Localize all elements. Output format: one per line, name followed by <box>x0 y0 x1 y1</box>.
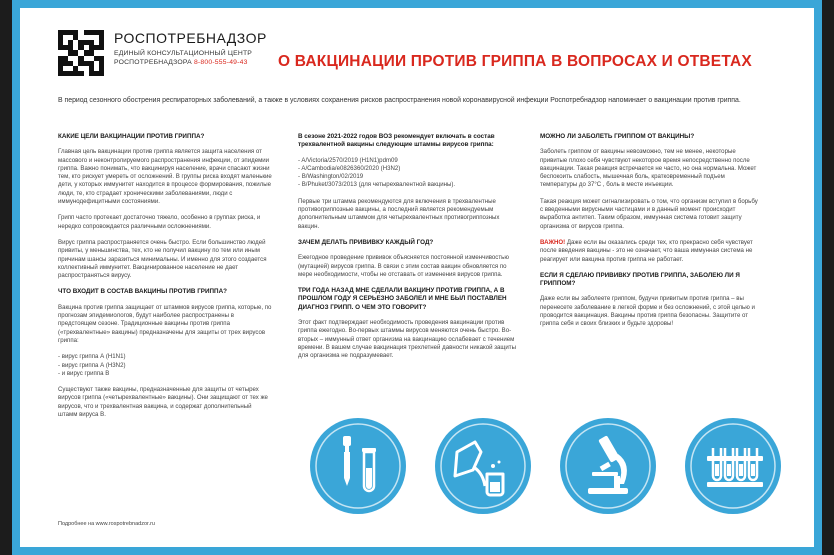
question-heading: КАКИЕ ЦЕЛИ ВАКЦИНАЦИИ ПРОТИВ ГРИППА? <box>58 133 205 140</box>
list-item: - B/Phuket/3073/2013 (для четырехвалентной вакцины). <box>298 181 456 189</box>
question-heading: ЗАЧЕМ ДЕЛАТЬ ПРИВИВКУ КАЖДЫЙ ГОД? <box>298 238 434 246</box>
strain-list <box>298 157 516 190</box>
question-heading: ЧТО ВХОДИТ В СОСТАВ ВАКЦИНЫ ПРОТИВ ГРИППА? <box>58 288 227 296</box>
paragraph: Первые три штамма рекомендуются для включения в трехвалентные противогриппозные вакцины, а последний является рекомендуемым дополнительным штаммом для четырехвалентных противогриппозных вакцин. <box>298 197 500 230</box>
important-label: ВАЖНО! <box>540 238 566 246</box>
microscope-icon <box>560 418 656 514</box>
paragraph: Вакцина против гриппа защищает от штаммов вирусов гриппа, которые, по прогнозам эпидемиологов, будут наиболее распространены в предстоящем сезоне. Традиционные вакцины против гриппа («трехвалентные» вакцины) предназначены для защиты от трех вирусов гриппа: <box>58 303 272 344</box>
question-heading: ЕСЛИ Я СДЕЛАЮ ПРИВИВКУ ПРОТИВ ГРИППА, ЗАБОЛЕЮ ЛИ Я ГРИППОМ? <box>540 271 740 288</box>
paragraph: Вирус гриппа распространяется очень быстро. Если большинство людей привиты, у меньшинства, тех, кто не получил вакцину по тем или иным причинам шансы заразиться минимальны. И именно для этого создается коллективный иммунитет. Вакцинированное население не дает распространяться вирусу. <box>58 238 267 280</box>
list-item: - и вирус гриппа В <box>58 369 110 377</box>
org-name: РОСПОТРЕБНАДЗОР <box>114 30 267 46</box>
column-1 <box>58 133 272 427</box>
paragraph: Существуют также вакцины, предназначенные для защиты от четырех вирусов гриппа («четырехвалентные» вакцины). Они защищают от тех же вирусов, что и трехвалентная вакцина, и содержат дополнительный штамм вируса В. <box>58 386 268 419</box>
page-title: О ВАКЦИНАЦИИ ПРОТИВ ГРИППА В ВОПРОСАХ И ОТВЕТАХ <box>278 53 752 70</box>
list-item: - A/Cambodia/e0826360/2020 (H3N2) <box>298 164 401 172</box>
test-tube-rack-icon <box>685 418 781 514</box>
paragraph: Этот факт подтверждает необходимость проведения вакцинации против гриппа ежегодно. Во-первых штаммы вирусов меняются очень быстро. Во-вторых – иммунный ответ организма на вакцинацию ослабевает с течением времени. В вашем случае вакцинация трехлетней давности никакой защиты для организма не подразумевает. <box>298 319 516 360</box>
org-block <box>114 30 267 67</box>
paragraph: Главная цель вакцинации против гриппа является защита населения от массового и неконтролируемого распространения инфекции, от эпидемии гриппа. Важно понимать, что вакцинируя население, врачи спасают жизни тем, кто рискует умереть от осложнений. В группы риска входят маленькие дети, у которых иммунитет находится в процессе формирования, пожилые люди, те, кто страдает хроническими заболеваниями, люди с иммунодефицитными состояниями. <box>58 148 272 206</box>
paragraph: Такая реакция может сигнализировать о том, что организм вступил в борьбу с введенными вирусными частицами и в данный момент происходит выработка антител. Таким образом, иммунная система готовит защиту организма от вирусов гриппа. <box>540 197 758 230</box>
paragraph: Даже если вы заболеете гриппом, будучи привитым против гриппа – вы перенесете заболевание в легкой форме и без осложнений, с этой целью и проводится вакцинация. Вакцины против гриппа безопасны. Защитите от гриппа себя и своих близких и будьте здоровы! <box>540 295 755 328</box>
list-item: - B/Washington/02/2019 <box>298 173 364 181</box>
important-text: Даже если вы оказались среди тех, кто прекрасно себя чувствует после введения вакцины - это не означает, что ваша иммунная система не реагирует или вакцина против гриппа не работает. <box>540 238 753 263</box>
column-2 <box>298 133 516 369</box>
important-paragraph <box>540 239 760 264</box>
question-heading: ТРИ ГОДА НАЗАД МНЕ СДЕЛАЛИ ВАКЦИНУ ПРОТИВ ГРИППА, А В ПРОШЛОМ ГОДУ Я СЕРЬЕЗНО ЗАБОЛЕЛ И МНЕ БЫЛ ПОСТАВЛЕН ДИАГНОЗ ГРИПП. О ЧЕМ ЭТО ГОВОРИТ? <box>298 287 507 311</box>
flask-pouring-icon <box>435 418 531 514</box>
paragraph: Ежегодное проведение прививок объясняется постоянной изменчивостью (мутацией) вирусов гриппа. В связи с этим состав вакцин обновляется по мере необходимости, чтобы не отставать от изменения вирусов гриппа. <box>298 254 509 278</box>
poster-sheet <box>20 8 814 547</box>
list-item: - A/Victoria/2570/2019 (H1N1)pdm09 <box>298 156 398 164</box>
column-3 <box>540 133 760 337</box>
poster-frame <box>12 0 822 555</box>
list-item: - вирус гриппа А (H1N1) <box>58 353 126 361</box>
paragraph: Грипп часто протекает достаточно тяжело, особенно в группах риска, и нередко сопровождается различными осложнениями. <box>58 214 261 230</box>
question-heading: В сезоне 2021-2022 годов ВОЗ рекомендует включать в состав трехвалентной вакцины следующие штаммы вирусов гриппа: <box>298 133 495 149</box>
paragraph: Заболеть гриппом от вакцины невозможно, тем не менее, некоторые привитые плохо себя чувствуют некоторое время непосредственно после вакцинации. Такая реакция встречается не часто, но она нормальна. Может беспокоить слабость, мышечная боль, кратковременный подъем температуры до 37°С , боль в месте инъекции. <box>540 148 757 189</box>
list-item: - вирус гриппа А (H3N2) <box>58 361 126 369</box>
qr-code-icon <box>58 30 104 76</box>
pipette-test-tube-icon <box>310 418 406 514</box>
question-heading: МОЖНО ЛИ ЗАБОЛЕТЬ ГРИППОМ ОТ ВАКЦИНЫ? <box>540 133 695 140</box>
intro-text: В период сезонного обострения респираторных заболеваний, а также в условиях сохранения рисков распространения новой коронавирусной инфекции Роспотребнадзор напоминает о вакцинации против гриппа. <box>58 97 741 104</box>
footer-link[interactable]: Подробнее на www.rospotrebnadzor.ru <box>58 521 155 527</box>
org-line2: РОСПОТРЕБНАДЗОРА <box>114 59 192 66</box>
org-subtitle <box>114 49 267 67</box>
org-line1: ЕДИНЫЙ КОНСУЛЬТАЦИОННЫЙ ЦЕНТР <box>114 50 253 57</box>
virus-list <box>58 353 272 378</box>
phone-number: 8-800-555-49-43 <box>193 59 248 66</box>
org-line2-wrap <box>114 58 267 67</box>
